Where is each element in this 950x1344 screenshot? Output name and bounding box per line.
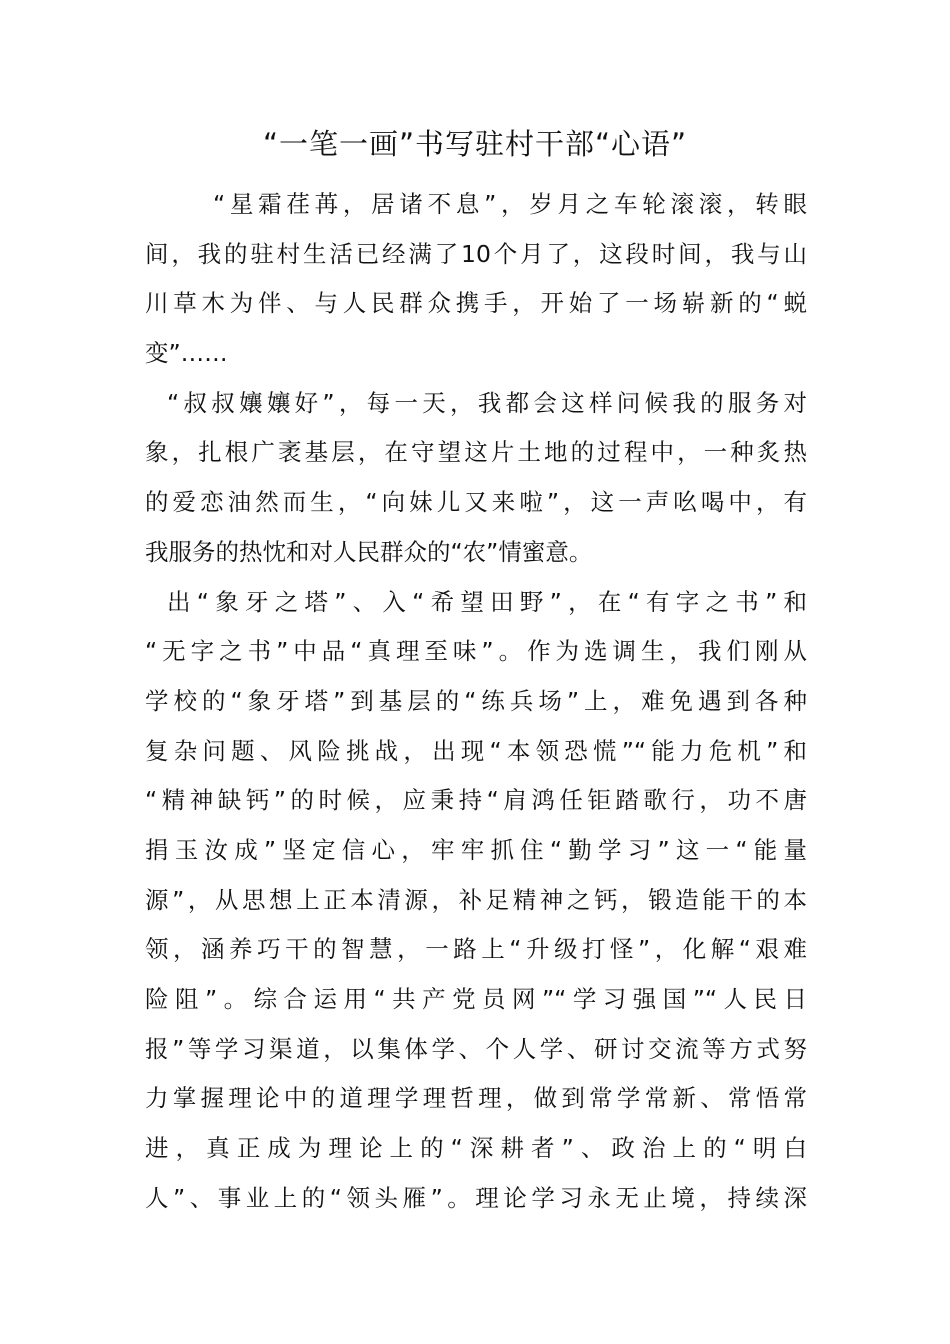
- document-title: “一笔一画”书写驻村干部“心语”: [262, 127, 688, 161]
- paragraph-3-line-3: 学校的“象牙塔”到基层的“练兵场”上，难免遇到各种: [145, 686, 807, 715]
- paragraph-3-line-12: 进，真正成为理论上的“深耕者”、政治上的“明白: [145, 1134, 807, 1163]
- paragraph-3-line-9: 险阻”。综合运用“共产党员网”“学习强国”“人民日: [145, 985, 807, 1013]
- paragraph-3-line-6: 捐玉汝成”坚定信心，牢牢抓住“勤学习”这一“能量: [145, 835, 807, 864]
- paragraph-3-line-7: 源”，从思想上正本清源，补足精神之钙，锻造能干的本: [145, 885, 807, 914]
- paragraph-3-line-2: “无字之书”中品“真理至味”。作为选调生，我们刚从: [145, 637, 807, 666]
- paragraph-3-line-4: 复杂问题、风险挑战，出现“本领恐慌”“能力危机”和: [145, 736, 807, 765]
- paragraph-1-line-1: “星霜荏苒，居诸不息”，岁月之车轮滚滚，转眼: [213, 190, 807, 218]
- paragraph-3-line-13: 人”、事业上的“领头雁”。理论学习永无止境，持续深: [145, 1183, 807, 1212]
- paragraph-3-line-1: 出“象牙之塔”、入“希望田野”，在“有字之书”和: [167, 587, 807, 616]
- paragraph-3-line-11: 力掌握理论中的道理学理哲理，做到常学常新、常悟常: [145, 1084, 807, 1113]
- paragraph-3-line-10: 报”等学习渠道，以集体学、个人学、研讨交流等方式努: [145, 1034, 807, 1063]
- paragraph-2-line-2: 象，扎根广袤基层，在守望这片土地的过程中，一种炙热: [145, 438, 807, 467]
- paragraph-2-line-4: 我服务的热忱和对人民群众的“农”情蜜意。: [145, 537, 593, 566]
- paragraph-3-line-5: “精神缺钙”的时候，应秉持“肩鸿任钜踏歌行，功不唐: [145, 786, 807, 815]
- paragraph-1-line-2: 间，我的驻村生活已经满了10个月了，这段时间，我与山: [145, 239, 807, 268]
- paragraph-1-line-3: 川草木为伴、与人民群众携手，开始了一场崭新的“蜕: [145, 289, 807, 318]
- paragraph-3-line-8: 领，涵养巧干的智慧，一路上“升级打怪”，化解“艰难: [145, 935, 807, 964]
- paragraph-1-line-4: 变”……: [145, 339, 228, 368]
- paragraph-2-line-1: “叔叔孃孃好”，每一天，我都会这样问候我的服务对: [167, 388, 807, 417]
- document-body: [145, 180, 807, 1223]
- paragraph-2-line-3: 的爱恋油然而生，“向妹儿又来啦”，这一声吆喝中，有: [145, 488, 807, 517]
